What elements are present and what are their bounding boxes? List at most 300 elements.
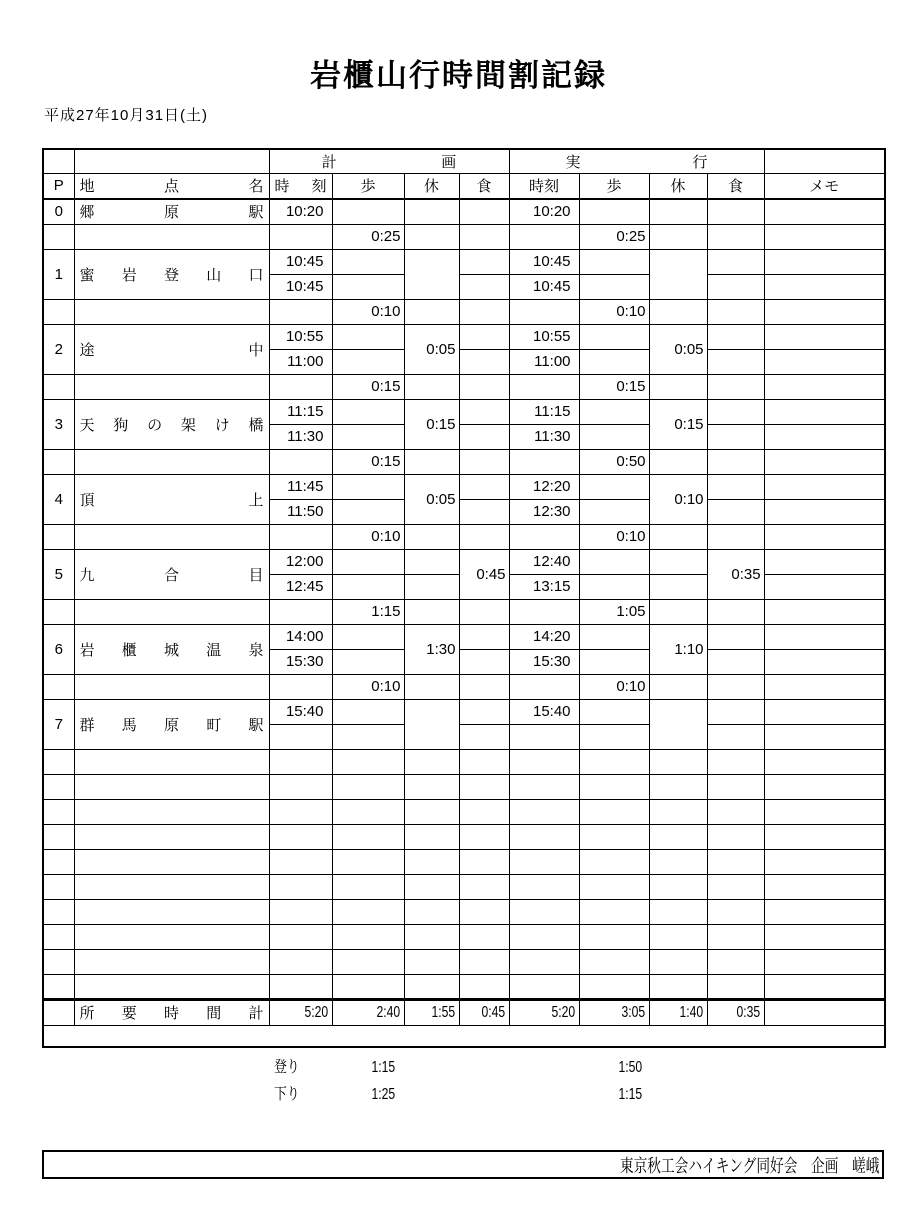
col-header-plan-walk: 歩 xyxy=(332,173,404,199)
empty-cell xyxy=(707,474,764,499)
actual-group-header xyxy=(509,149,764,173)
empty-row xyxy=(43,924,885,949)
empty-cell xyxy=(579,249,649,274)
empty-cell xyxy=(74,849,269,874)
total-actual-walk: 3:05 xyxy=(579,999,649,1025)
empty-cell xyxy=(707,724,764,749)
p-cell: 7 xyxy=(43,699,74,749)
empty-cell xyxy=(579,924,649,949)
actual-arrival-cell: 11:15 xyxy=(509,399,579,424)
empty-cell xyxy=(404,224,459,249)
empty-row xyxy=(43,949,885,974)
footer-credit-box xyxy=(42,1150,884,1179)
empty-cell xyxy=(404,874,459,899)
empty-cell xyxy=(404,899,459,924)
empty-cell xyxy=(707,899,764,924)
empty-cell xyxy=(579,499,649,524)
empty-cell xyxy=(332,724,404,749)
empty-cell xyxy=(764,349,885,374)
empty-cell xyxy=(332,649,404,674)
empty-cell xyxy=(764,674,885,699)
empty-cell xyxy=(707,349,764,374)
empty-cell xyxy=(579,824,649,849)
empty-cell xyxy=(764,799,885,824)
walk-row xyxy=(43,674,885,699)
empty-cell xyxy=(764,649,885,674)
actual-departure-cell: 12:30 xyxy=(509,499,579,524)
empty-cell xyxy=(764,299,885,324)
total-plan-meal: 0:45 xyxy=(459,999,509,1025)
actual-walk-cell: 1:05 xyxy=(579,599,649,624)
empty-cell xyxy=(707,674,764,699)
plan-arrival-cell: 10:45 xyxy=(269,249,332,274)
plan-rest-cell xyxy=(404,249,459,299)
empty-cell xyxy=(764,274,885,299)
plan-arrival-cell: 14:00 xyxy=(269,624,332,649)
empty-cell xyxy=(649,374,707,399)
column-header-row xyxy=(43,173,885,199)
empty-cell xyxy=(332,849,404,874)
empty-cell xyxy=(764,424,885,449)
empty-cell xyxy=(649,524,707,549)
ascent-actual-value: 1:50 xyxy=(618,1059,642,1076)
total-actual-meal: 0:35 xyxy=(707,999,764,1025)
empty-cell xyxy=(332,874,404,899)
empty-row xyxy=(43,849,885,874)
plan-arrival-cell: 11:15 xyxy=(269,399,332,424)
empty-cell xyxy=(579,324,649,349)
actual-walk-cell: 0:15 xyxy=(579,374,649,399)
empty-cell xyxy=(43,849,74,874)
plan-arrival-cell: 10:20 xyxy=(269,199,332,224)
empty-cell xyxy=(404,824,459,849)
actual-walk-cell: 0:10 xyxy=(579,299,649,324)
empty-cell xyxy=(269,299,332,324)
empty-cell xyxy=(332,624,404,649)
empty-cell xyxy=(707,649,764,674)
empty-row xyxy=(43,824,885,849)
empty-cell xyxy=(43,449,74,474)
total-actual-rest: 1:40 xyxy=(649,999,707,1025)
empty-cell xyxy=(649,824,707,849)
memo-cell xyxy=(764,474,885,499)
empty-cell xyxy=(74,799,269,824)
empty-cell xyxy=(459,649,509,674)
empty-cell xyxy=(404,299,459,324)
empty-cell xyxy=(509,949,579,974)
place-name-cell: 群 馬 原 町 駅 xyxy=(74,699,269,749)
empty-cell xyxy=(269,374,332,399)
memo-cell xyxy=(764,624,885,649)
descent-plan-value: 1:25 xyxy=(371,1086,395,1103)
plan-arrival-cell: 10:55 xyxy=(269,324,332,349)
empty-cell xyxy=(509,924,579,949)
empty-cell xyxy=(707,599,764,624)
col-header-actual-walk: 歩 xyxy=(579,173,649,199)
station-row-arrive xyxy=(43,624,885,649)
empty-cell xyxy=(459,899,509,924)
empty-cell xyxy=(269,824,332,849)
empty-cell xyxy=(459,699,509,724)
plan-walk-cell: 0:10 xyxy=(332,299,404,324)
actual-arrival-cell: 14:20 xyxy=(509,624,579,649)
empty-row xyxy=(43,974,885,999)
schedule-table xyxy=(42,148,886,1048)
total-actual-time: 5:20 xyxy=(509,999,579,1025)
empty-cell xyxy=(459,599,509,624)
empty-cell xyxy=(649,549,707,574)
empty-cell xyxy=(43,799,74,824)
empty-cell xyxy=(74,899,269,924)
empty-cell xyxy=(509,799,579,824)
p-cell: 1 xyxy=(43,249,74,299)
empty-cell xyxy=(764,774,885,799)
empty-cell xyxy=(43,749,74,774)
empty-cell xyxy=(649,774,707,799)
walk-row xyxy=(43,224,885,249)
col-header-plan-time: 時 刻 xyxy=(269,173,332,199)
empty-cell xyxy=(404,524,459,549)
plan-rest-cell: 0:05 xyxy=(404,324,459,374)
total-plan-walk: 2:40 xyxy=(332,999,404,1025)
empty-cell xyxy=(404,774,459,799)
station-row xyxy=(43,199,885,224)
empty-cell xyxy=(269,774,332,799)
actual-walk-cell: 0:10 xyxy=(579,524,649,549)
empty-cell xyxy=(579,874,649,899)
empty-cell xyxy=(707,399,764,424)
corner-cell xyxy=(43,149,74,173)
place-name-cell: 頂 上 xyxy=(74,474,269,524)
empty-cell xyxy=(459,949,509,974)
empty-cell xyxy=(649,224,707,249)
col-header-memo: メモ xyxy=(764,173,885,199)
station-row-arrive xyxy=(43,474,885,499)
actual-arrival-cell: 10:20 xyxy=(509,199,579,224)
empty-cell xyxy=(649,749,707,774)
empty-cell xyxy=(649,899,707,924)
empty-cell xyxy=(707,924,764,949)
empty-cell xyxy=(43,374,74,399)
empty-cell xyxy=(74,224,269,249)
station-row-arrive xyxy=(43,249,885,274)
empty-cell xyxy=(707,249,764,274)
empty-cell xyxy=(332,949,404,974)
empty-cell xyxy=(707,749,764,774)
empty-row xyxy=(43,874,885,899)
p-cell: 5 xyxy=(43,549,74,599)
empty-cell xyxy=(404,199,459,224)
empty-cell xyxy=(43,774,74,799)
place-name-cell: 蜜 岩 登 山 口 xyxy=(74,249,269,299)
empty-cell xyxy=(707,274,764,299)
empty-cell xyxy=(332,899,404,924)
empty-cell xyxy=(579,549,649,574)
empty-cell xyxy=(509,524,579,549)
plan-walk-cell: 1:15 xyxy=(332,599,404,624)
empty-cell xyxy=(269,899,332,924)
date-text: 平成27年10月31日(土) xyxy=(44,107,209,124)
plan-meal-cell: 0:45 xyxy=(459,549,509,599)
total-plan-rest: 1:55 xyxy=(404,999,459,1025)
walk-row xyxy=(43,374,885,399)
empty-cell xyxy=(509,824,579,849)
empty-cell xyxy=(459,499,509,524)
empty-cell xyxy=(404,974,459,999)
empty-cell xyxy=(579,649,649,674)
memo-cell xyxy=(764,699,885,724)
plan-departure-cell: 10:45 xyxy=(269,274,332,299)
empty-cell xyxy=(707,524,764,549)
actual-rest-cell: 0:15 xyxy=(649,399,707,449)
empty-cell xyxy=(74,949,269,974)
empty-cell xyxy=(707,949,764,974)
col-header-actual-time: 時刻 xyxy=(509,173,579,199)
total-memo-cell xyxy=(764,999,885,1025)
empty-cell xyxy=(579,799,649,824)
page-title: 岩櫃山行時間割記録 xyxy=(310,58,607,93)
empty-cell xyxy=(43,524,74,549)
empty-cell xyxy=(649,574,707,599)
empty-cell xyxy=(707,299,764,324)
empty-cell xyxy=(579,399,649,424)
empty-cell xyxy=(74,374,269,399)
empty-cell xyxy=(43,899,74,924)
empty-cell xyxy=(459,524,509,549)
empty-cell xyxy=(649,674,707,699)
empty-cell xyxy=(707,699,764,724)
empty-cell xyxy=(459,974,509,999)
col-header-place: 地 点 名 xyxy=(74,173,269,199)
empty-cell xyxy=(707,199,764,224)
empty-cell xyxy=(404,449,459,474)
actual-arrival-cell: 10:45 xyxy=(509,249,579,274)
empty-row xyxy=(43,749,885,774)
empty-cell xyxy=(707,974,764,999)
empty-cell xyxy=(404,849,459,874)
empty-cell xyxy=(459,674,509,699)
empty-cell xyxy=(74,874,269,899)
empty-cell xyxy=(509,674,579,699)
empty-cell xyxy=(649,924,707,949)
empty-cell xyxy=(332,499,404,524)
empty-cell xyxy=(404,749,459,774)
empty-cell xyxy=(269,524,332,549)
empty-cell xyxy=(269,974,332,999)
empty-cell xyxy=(404,674,459,699)
empty-cell xyxy=(579,699,649,724)
empty-cell xyxy=(579,974,649,999)
actual-departure-cell: 10:45 xyxy=(509,274,579,299)
plan-walk-cell: 0:15 xyxy=(332,374,404,399)
empty-cell xyxy=(707,849,764,874)
empty-cell xyxy=(74,749,269,774)
actual-rest-cell xyxy=(649,249,707,299)
actual-rest-cell: 0:10 xyxy=(649,474,707,524)
empty-cell xyxy=(332,824,404,849)
station-row-arrive xyxy=(43,399,885,424)
descent-label: 下り xyxy=(274,1086,300,1103)
empty-cell xyxy=(43,974,74,999)
empty-cell xyxy=(764,374,885,399)
empty-cell xyxy=(579,274,649,299)
walk-row xyxy=(43,299,885,324)
empty-cell xyxy=(459,749,509,774)
empty-cell xyxy=(764,824,885,849)
empty-cell xyxy=(269,599,332,624)
empty-cell xyxy=(579,899,649,924)
empty-cell xyxy=(332,974,404,999)
plan-walk-cell: 0:15 xyxy=(332,449,404,474)
empty-cell xyxy=(43,224,74,249)
p-cell: 4 xyxy=(43,474,74,524)
empty-cell xyxy=(707,224,764,249)
p-cell: 3 xyxy=(43,399,74,449)
memo-cell xyxy=(764,324,885,349)
empty-cell xyxy=(509,774,579,799)
empty-cell xyxy=(707,799,764,824)
walk-row xyxy=(43,524,885,549)
actual-departure-cell: 11:00 xyxy=(509,349,579,374)
empty-cell xyxy=(707,449,764,474)
walk-row xyxy=(43,599,885,624)
empty-cell xyxy=(509,449,579,474)
empty-cell xyxy=(332,474,404,499)
empty-cell xyxy=(269,799,332,824)
empty-cell xyxy=(459,799,509,824)
empty-cell xyxy=(707,424,764,449)
empty-cell xyxy=(764,574,885,599)
empty-cell xyxy=(404,549,459,574)
plan-departure-cell: 11:30 xyxy=(269,424,332,449)
empty-cell xyxy=(43,874,74,899)
plan-rest-cell: 0:15 xyxy=(404,399,459,449)
empty-cell xyxy=(649,299,707,324)
empty-cell xyxy=(459,724,509,749)
empty-cell xyxy=(764,449,885,474)
plan-walk-cell: 0:10 xyxy=(332,674,404,699)
empty-cell xyxy=(579,849,649,874)
empty-cell xyxy=(404,374,459,399)
empty-cell xyxy=(74,674,269,699)
empty-cell xyxy=(764,849,885,874)
actual-arrival-cell: 15:40 xyxy=(509,699,579,724)
empty-cell xyxy=(509,874,579,899)
empty-cell xyxy=(459,924,509,949)
walk-row xyxy=(43,449,885,474)
empty-cell xyxy=(404,574,459,599)
empty-cell xyxy=(332,699,404,724)
empty-cell xyxy=(74,924,269,949)
empty-cell xyxy=(332,349,404,374)
empty-cell xyxy=(459,274,509,299)
plan-walk-cell: 0:10 xyxy=(332,524,404,549)
station-row-arrive xyxy=(43,699,885,724)
col-header-plan-meal: 食 xyxy=(459,173,509,199)
empty-cell xyxy=(43,949,74,974)
empty-cell xyxy=(459,774,509,799)
empty-cell xyxy=(509,224,579,249)
station-row-arrive xyxy=(43,324,885,349)
col-header-actual-rest: 休 xyxy=(649,173,707,199)
empty-cell xyxy=(43,599,74,624)
place-name-cell: 途 中 xyxy=(74,324,269,374)
empty-cell xyxy=(509,724,579,749)
col-header-plan-rest: 休 xyxy=(404,173,459,199)
empty-cell xyxy=(404,799,459,824)
empty-cell xyxy=(509,749,579,774)
empty-cell xyxy=(509,849,579,874)
total-plan-time: 5:20 xyxy=(269,999,332,1025)
actual-departure-cell: 13:15 xyxy=(509,574,579,599)
empty-cell xyxy=(579,474,649,499)
empty-cell xyxy=(332,324,404,349)
empty-cell xyxy=(269,674,332,699)
actual-walk-cell: 0:50 xyxy=(579,449,649,474)
empty-cell xyxy=(269,724,332,749)
empty-cell xyxy=(579,574,649,599)
empty-cell xyxy=(764,524,885,549)
empty-cell xyxy=(764,974,885,999)
empty-cell xyxy=(509,299,579,324)
actual-arrival-cell: 10:55 xyxy=(509,324,579,349)
empty-cell xyxy=(459,299,509,324)
empty-cell xyxy=(707,374,764,399)
empty-cell xyxy=(579,349,649,374)
empty-cell xyxy=(707,874,764,899)
place-name-cell: 九 合 目 xyxy=(74,549,269,599)
empty-cell xyxy=(649,449,707,474)
empty-row xyxy=(43,899,885,924)
empty-cell xyxy=(764,924,885,949)
empty-cell xyxy=(332,924,404,949)
empty-cell xyxy=(579,199,649,224)
corner-cell xyxy=(74,149,269,173)
empty-cell xyxy=(459,849,509,874)
empty-cell xyxy=(404,924,459,949)
total-p-cell xyxy=(43,999,74,1025)
empty-cell xyxy=(404,599,459,624)
empty-cell xyxy=(404,949,459,974)
memo-cell xyxy=(764,399,885,424)
empty-cell xyxy=(459,399,509,424)
plan-group-header xyxy=(269,149,509,173)
empty-cell xyxy=(764,224,885,249)
actual-arrival-cell: 12:20 xyxy=(509,474,579,499)
empty-cell xyxy=(332,199,404,224)
plan-arrival-cell: 11:45 xyxy=(269,474,332,499)
empty-cell xyxy=(764,874,885,899)
empty-cell xyxy=(509,599,579,624)
footer-credit-text: 東京秋工会ハイキング同好会 企画 嵯峨 xyxy=(619,1155,879,1176)
empty-cell xyxy=(764,749,885,774)
empty-cell xyxy=(269,849,332,874)
p-cell: 0 xyxy=(43,199,74,224)
actual-rest-cell: 1:10 xyxy=(649,624,707,674)
station-row-arrive xyxy=(43,549,885,574)
actual-arrival-cell: 12:40 xyxy=(509,549,579,574)
empty-cell xyxy=(332,399,404,424)
empty-cell xyxy=(459,349,509,374)
plan-departure-cell: 11:00 xyxy=(269,349,332,374)
empty-cell xyxy=(332,774,404,799)
empty-cell xyxy=(764,899,885,924)
empty-cell xyxy=(332,249,404,274)
empty-cell xyxy=(43,924,74,949)
empty-cell xyxy=(764,599,885,624)
empty-cell xyxy=(459,474,509,499)
total-label-cell: 所 要 時 間 計 xyxy=(74,999,269,1025)
